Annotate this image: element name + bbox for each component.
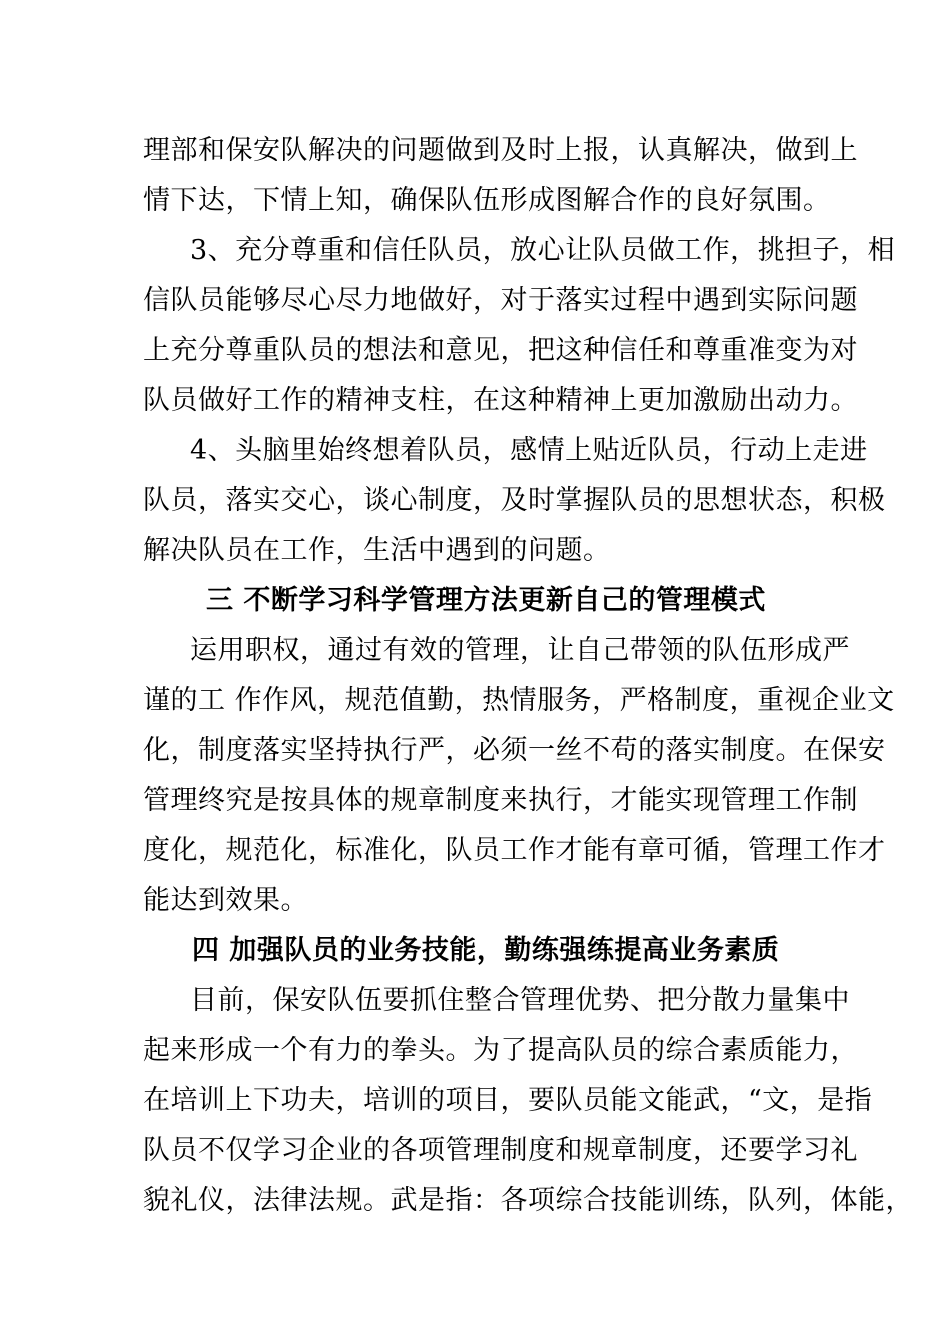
paragraph-line: 队员做好工作的精神支柱，在这种精神上更加激励出动力。 <box>143 385 858 416</box>
paragraph-line: 理部和保安队解决的问题做到及时上报，认真解决，做到上 <box>143 135 858 166</box>
paragraph-line: 管理终究是按具体的规章制度来执行，才能实现管理工作制 <box>143 785 858 816</box>
paragraph-line: 4、头脑里始终想着队员，感情上贴近队员，行动上走进 <box>190 435 868 466</box>
paragraph-line: 队员，落实交心，谈心制度，及时掌握队员的思想状态，积极 <box>143 485 886 516</box>
paragraph-line: 目前，保安队伍要抓住整合管理优势、把分散力量集中 <box>190 985 850 1016</box>
paragraph-line: 运用职权，通过有效的管理，让自己带领的队伍形成严 <box>190 635 850 666</box>
section-heading-3: 三 不断学习科学管理方法更新自己的管理模式 <box>206 585 766 616</box>
paragraph-line: 貌礼仪，法律法规。武是指：各项综合技能训练，队列，体能， <box>143 1185 913 1216</box>
paragraph-line: 上充分尊重队员的想法和意见，把这种信任和尊重准变为对 <box>143 335 858 366</box>
paragraph-line: 情下达，下情上知，确保队伍形成图解合作的良好氛围。 <box>143 185 831 216</box>
paragraph-line: 谨的工 作作风，规范值勤，热情服务，严格制度，重视企业文 <box>143 685 895 716</box>
paragraph-line: 队员不仅学习企业的各项管理制度和规章制度，还要学习礼 <box>143 1135 858 1166</box>
paragraph-line: 信队员能够尽心尽力地做好，对于落实过程中遇到实际问题 <box>143 285 858 316</box>
paragraph-line: 在培训上下功夫，培训的项目，要队员能文能武，“文，是指 <box>143 1085 873 1116</box>
paragraph-line: 化，制度落实坚持执行严，必须一丝不苟的落实制度。在保安 <box>143 735 886 766</box>
paragraph-line: 能达到效果。 <box>143 885 308 916</box>
paragraph-line: 解决队员在工作，生活中遇到的问题。 <box>143 535 611 566</box>
paragraph-line: 3、充分尊重和信任队员，放心让队员做工作，挑担子，相 <box>190 235 896 266</box>
paragraph-line: 度化，规范化，标准化，队员工作才能有章可循，管理工作才 <box>143 835 886 866</box>
paragraph-line: 起来形成一个有力的拳头。为了提高队员的综合素质能力， <box>143 1035 858 1066</box>
section-heading-4: 四 加强队员的业务技能，勤练强练提高业务素质 <box>192 935 780 966</box>
